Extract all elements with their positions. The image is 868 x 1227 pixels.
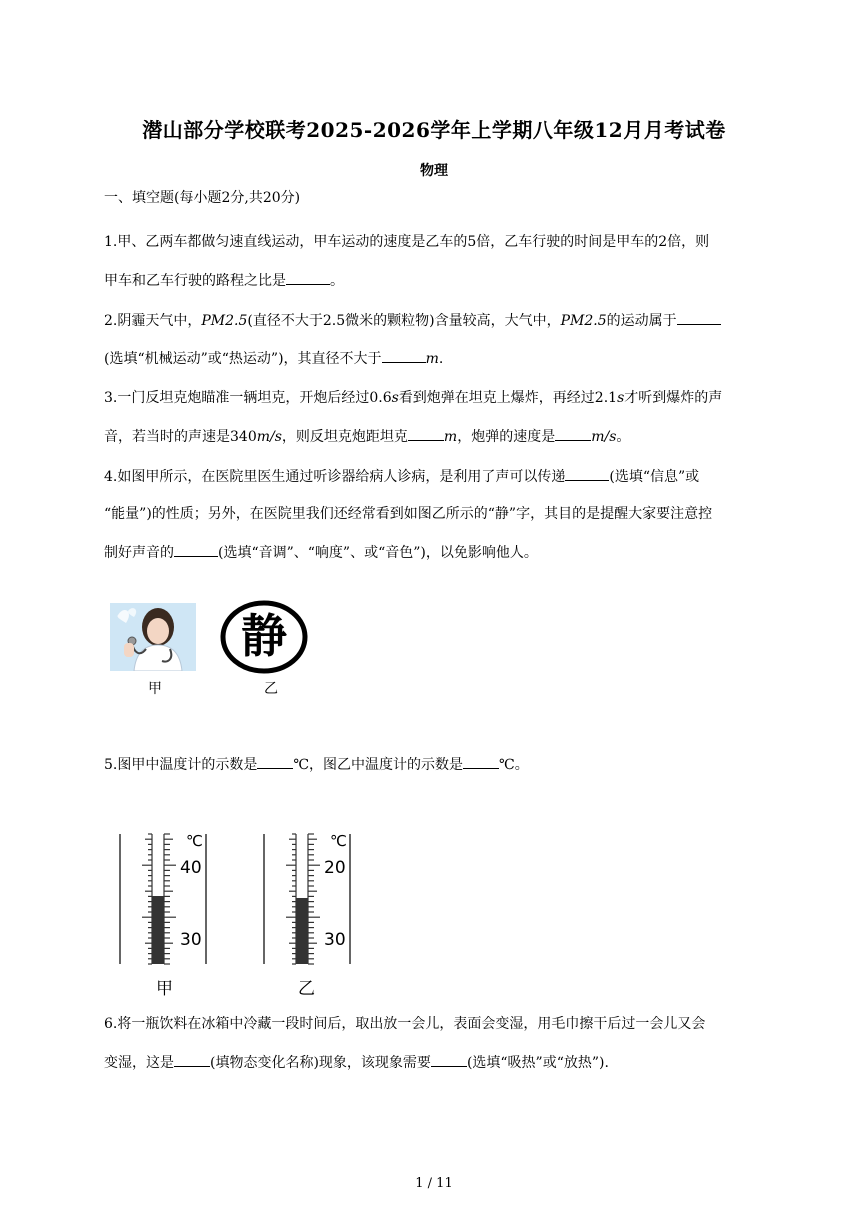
section-heading: 一、填空题(每小题2分,共20分) xyxy=(104,190,301,206)
q1-line2: 甲车和乙车行驶的路程之比是 。 xyxy=(104,270,344,291)
q1-line1: 1.甲、乙两车都做匀速直线运动，甲车运动的速度是乙车的5倍，乙车行驶的时间是甲车的2倍，则 xyxy=(104,234,710,250)
q2-line2: (选填“机械运动”或“热运动”)，其直径不大于 m. xyxy=(104,348,443,369)
answer-blank[interactable] xyxy=(463,754,499,769)
thermometer-a xyxy=(112,830,222,1000)
tick-label-bottom: 30 xyxy=(324,930,346,950)
q3-line1: 3.一门反坦克炮瞄准一辆坦克，开炮后经过0.6s看到炮弹在坦克上爆炸，再经过2.1s才听到爆炸的声 xyxy=(104,390,723,406)
q2-line1: 2.阴霾天气中，PM2.5(直径不大于2.5微米的颗粒物)含量较高，大气中，PM2.5的运动属于 xyxy=(104,310,721,331)
thermometer-b xyxy=(256,830,366,1000)
q4-line2: “能量”)的性质；另外，在医院里我们还经常看到如图乙所示的“静”字，其目的是提醒大家要注意控 xyxy=(104,506,713,522)
answer-blank[interactable] xyxy=(555,426,591,441)
q4-line3: 制好声音的 (选填“音调”、“响度”、或“音色”)，以免影响他人。 xyxy=(104,542,538,563)
quiet-sign xyxy=(220,600,308,674)
figure-caption-b: 乙 xyxy=(264,681,278,697)
tick-label-bottom: 30 xyxy=(180,930,202,950)
figure-caption-a: 甲 xyxy=(148,681,162,697)
tick-label-top: 20 xyxy=(324,858,346,878)
exam-title: 潜山部分学校联考2025-2026学年上学期八年级12月月考试卷 xyxy=(142,118,726,142)
answer-blank[interactable] xyxy=(382,348,426,363)
answer-blank[interactable] xyxy=(408,426,444,441)
q3-line2: 音，若当时的声速是340m/s，则反坦克炮距坦克 m，炮弹的速度是 m/s。 xyxy=(104,426,630,447)
subject-heading: 物理 xyxy=(420,163,448,179)
q4-line1: 4.如图甲所示，在医院里医生通过听诊器给病人诊病，是利用了声可以传递 (选填“信息”或 xyxy=(104,466,699,487)
answer-blank[interactable] xyxy=(286,270,330,285)
answer-blank[interactable] xyxy=(677,310,721,325)
unit-label: ℃ xyxy=(330,832,347,850)
answer-blank[interactable] xyxy=(431,1052,467,1067)
q5-line: 5.图甲中温度计的示数是 ℃，图乙中温度计的示数是 ℃。 xyxy=(104,754,529,775)
unit-label: ℃ xyxy=(186,832,203,850)
q6-line2: 变湿，这是 (填物态变化名称)现象，该现象需要 (选填“吸热”或“放热”). xyxy=(104,1052,609,1073)
answer-blank[interactable] xyxy=(257,754,293,769)
thermometer-caption: 甲 xyxy=(156,979,173,999)
thermometer-caption: 乙 xyxy=(298,979,315,999)
q6-line1: 6.将一瓶饮料在冰箱中冷藏一段时间后，取出放一会儿，表面会变湿，用毛巾擦干后过一会儿又会 xyxy=(104,1016,706,1032)
tick-label-top: 40 xyxy=(180,858,202,878)
answer-blank[interactable] xyxy=(174,542,218,557)
answer-blank[interactable] xyxy=(565,466,609,481)
quiet-character: 静 xyxy=(241,609,287,663)
answer-blank[interactable] xyxy=(174,1052,210,1067)
doctor-photo xyxy=(110,603,196,671)
page-number: 1 / 11 xyxy=(415,1176,453,1191)
